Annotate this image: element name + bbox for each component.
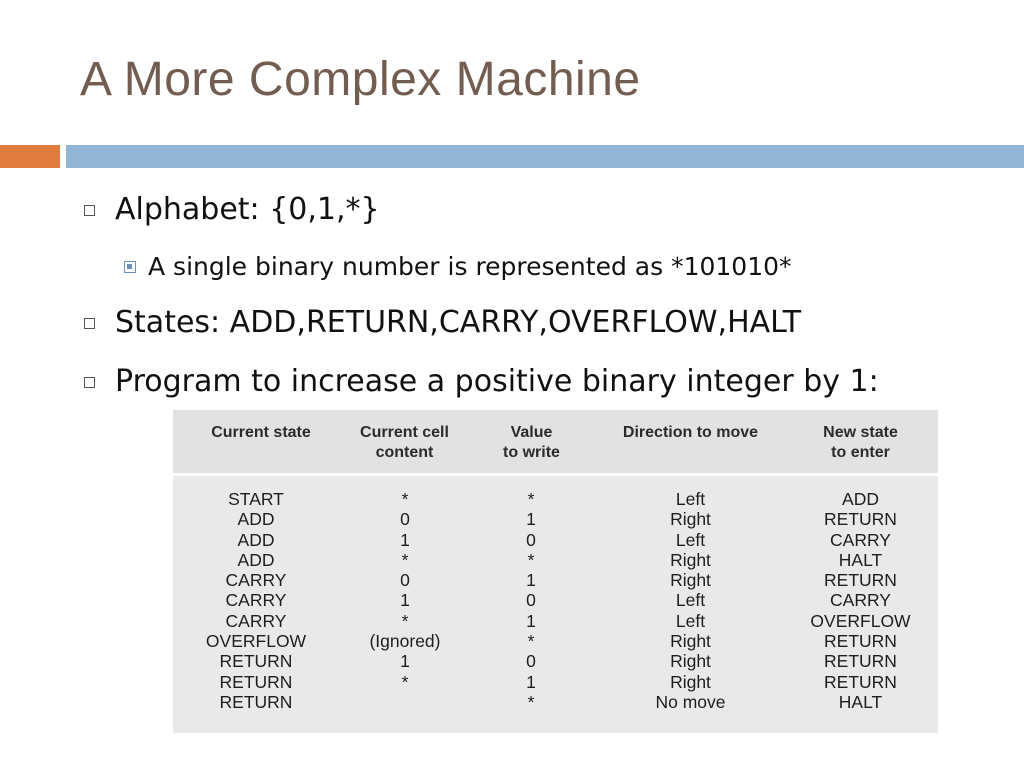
table-cell-new-state: CARRY [830,590,891,611]
table-cell-value-to-write: 1 [526,671,536,692]
table-cell-new-state: OVERFLOW [810,610,911,631]
accent-bar-right [66,145,1024,168]
table-cell-current-cell: 0 [400,509,410,530]
table-cell-value-to-write: * [527,489,535,509]
header-value-to-write: Value to write [503,424,560,461]
hollow-square-bullet-icon [84,318,95,329]
bullet-alphabet [84,192,380,227]
table-cell-current-cell: (Ignored) [369,631,441,652]
header-current-cell-content: Current cell content [360,424,449,461]
table-cell-direction: Right [670,570,711,591]
table-cell-current-cell: * [401,549,409,570]
table-cell-new-state: RETURN [824,570,897,591]
table-cell-current-state: CARRY [225,590,287,611]
bullet-text: Alphabet: {0,1,*} [115,192,380,227]
table-cell-new-state: RETURN [824,651,897,672]
table-cell-value-to-write: * [527,631,535,652]
table-cell-current-state: ADD [237,529,275,550]
filled-square-bullet-icon [124,261,136,273]
table-cell-direction: Left [675,590,706,611]
table-cell-current-state: ADD [237,509,275,530]
bullet-text: States: ADD,RETURN,CARRY,OVERFLOW,HALT [115,305,802,340]
table-cell-value-to-write: 1 [526,570,536,591]
table-cell-new-state: ADD [842,489,879,509]
sub-bullet-binary-representation [124,252,792,281]
accent-bar-left [0,145,60,168]
table-cell-value-to-write: 0 [526,590,536,611]
table-cell-value-to-write: 0 [526,651,536,672]
table-cell-direction: Right [670,631,711,652]
table-cell-value-to-write: 0 [526,529,536,550]
table-cell-current-state: ADD [237,549,275,570]
table-cell-current-state: START [228,489,284,509]
turing-machine-table [173,410,938,733]
table-cell-direction: Left [675,489,706,509]
table-cell-current-state: CARRY [225,570,287,591]
table-cell-new-state: CARRY [830,529,891,550]
bullet-states [84,305,801,340]
column-direction-to-move [593,489,788,712]
table-cell-new-state: HALT [838,691,883,712]
table-cell-current-cell: * [401,610,409,631]
table-cell-value-to-write: * [527,691,535,712]
table-cell-current-cell [335,692,475,712]
table-cell-direction: Left [675,610,706,631]
table-cell-current-cell: 1 [400,529,410,550]
bullet-text: A single binary number is represented as *101010* [148,252,792,281]
table-cell-direction: Right [670,509,711,530]
table-cell-new-state: RETURN [824,631,897,652]
table-cell-current-state: RETURN [219,691,293,712]
table-cell-new-state: HALT [838,549,883,570]
table-cell-direction: Right [670,671,711,692]
hollow-square-bullet-icon [84,205,95,216]
column-current-state [181,489,331,712]
column-value-to-write [475,489,587,712]
table-cell-direction: Right [670,651,711,672]
table-cell-current-state: RETURN [219,651,293,672]
table-cell-new-state: RETURN [824,671,897,692]
table-cell-current-state: RETURN [219,671,293,692]
table-cell-current-cell: 0 [400,570,410,591]
table-cell-new-state: RETURN [824,509,897,530]
table-cell-direction: Right [670,549,711,570]
slide-title: A More Complex Machine [80,53,641,106]
header-direction-to-move: Direction to move [622,424,759,441]
column-new-state [783,489,938,712]
column-current-cell-content [335,489,475,712]
table-cell-direction: Left [675,529,706,550]
table-cell-value-to-write: * [527,549,535,570]
table-cell-current-state: OVERFLOW [205,631,307,652]
table-cell-value-to-write: 1 [526,610,536,631]
table-cell-current-cell: * [401,671,409,692]
table-cell-direction: No move [655,691,726,712]
table-cell-current-cell: 1 [400,590,410,611]
bullet-program [84,364,879,399]
bullet-text: Program to increase a positive binary integer by 1: [115,364,879,399]
table-cell-current-cell: 1 [400,651,410,672]
header-current-state: Current state [211,424,311,441]
table-cell-current-cell: * [401,489,409,509]
table-cell-current-state: CARRY [225,610,287,631]
table-cell-value-to-write: 1 [526,509,536,530]
header-new-state: New state to enter [823,424,898,461]
hollow-square-bullet-icon [84,377,95,388]
